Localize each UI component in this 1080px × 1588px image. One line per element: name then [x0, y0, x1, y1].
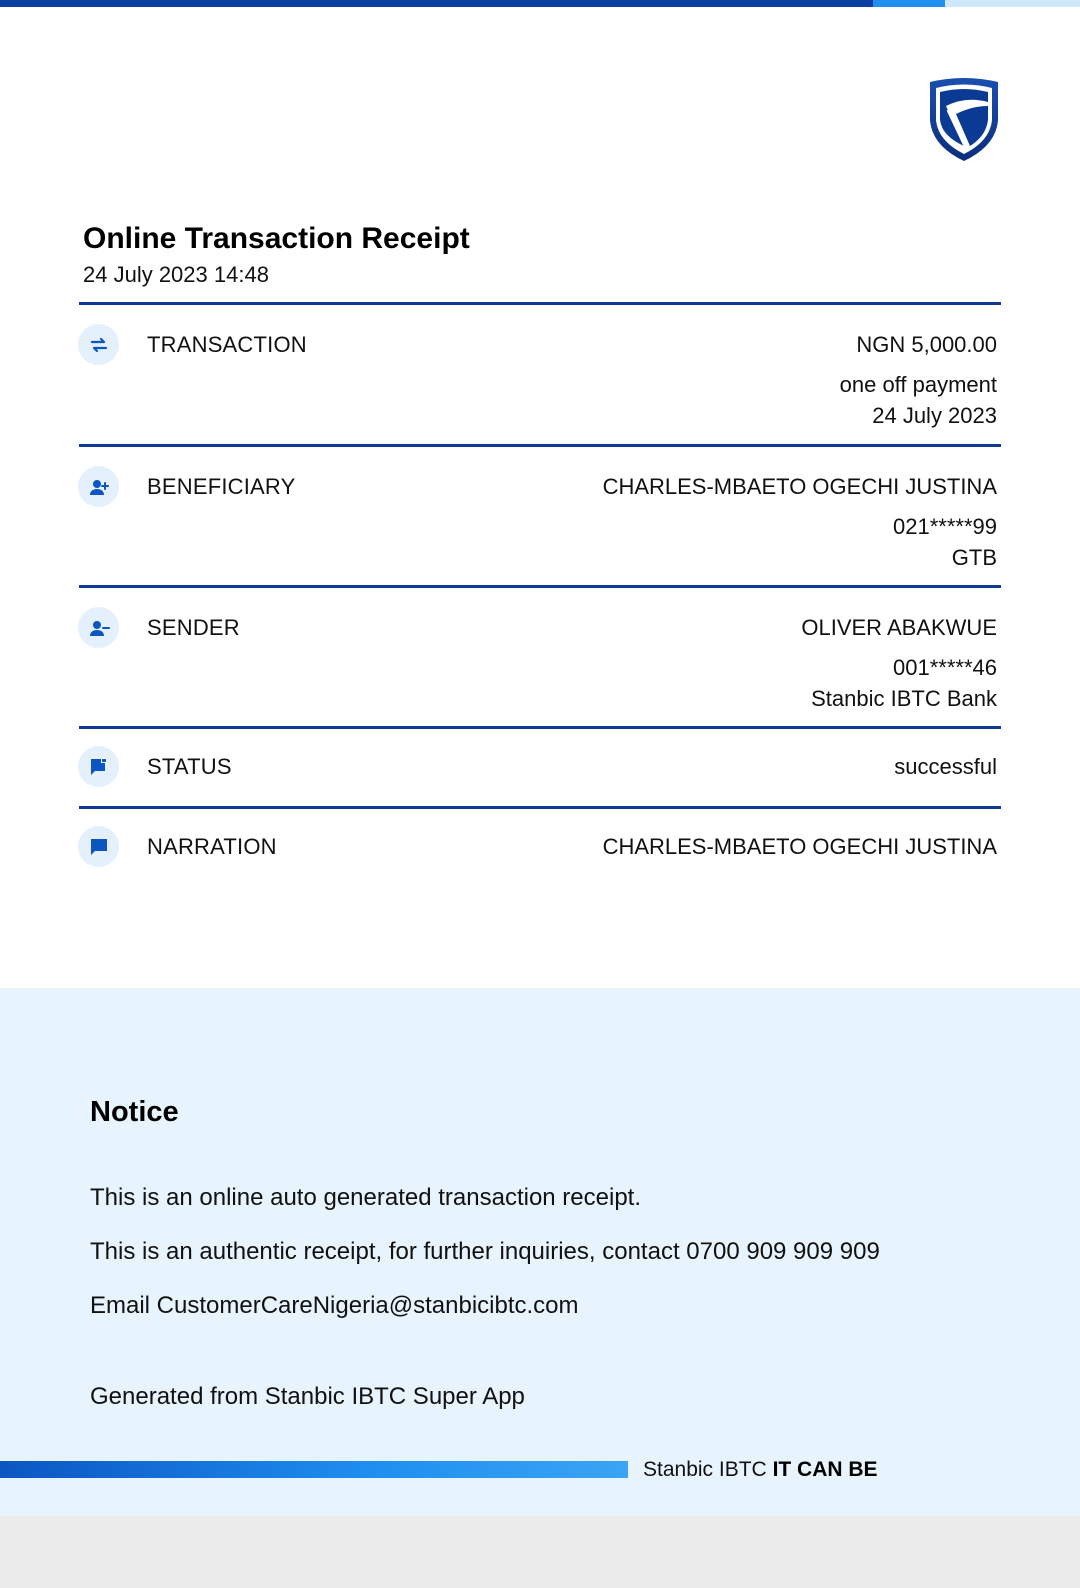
sender-label: SENDER — [147, 615, 240, 640]
brand-tagline — [643, 1458, 878, 1482]
divider — [79, 585, 1001, 588]
brand-name: Stanbic IBTC — [643, 1458, 767, 1481]
divider — [79, 444, 1001, 447]
person-minus-icon — [78, 607, 119, 648]
transaction-type: one off payment — [839, 372, 997, 397]
sender-name: OLIVER ABAKWUE — [801, 615, 997, 640]
transfer-arrows-icon — [78, 324, 119, 365]
transaction-amount: NGN 5,000.00 — [856, 332, 997, 357]
stanbic-shield-logo-icon — [926, 76, 1002, 162]
beneficiary-label: BENEFICIARY — [147, 474, 296, 499]
bottom-accent-bar — [0, 1461, 628, 1478]
beneficiary-account: 021*****99 — [893, 514, 997, 539]
chat-bubble-icon — [78, 826, 119, 867]
beneficiary-name: CHARLES-MBAETO OGECHI JUSTINA — [602, 474, 997, 499]
narration-value: CHARLES-MBAETO OGECHI JUSTINA — [602, 834, 997, 859]
page-title: Online Transaction Receipt — [83, 222, 470, 255]
divider — [79, 726, 1001, 729]
person-add-icon — [78, 466, 119, 507]
divider — [79, 302, 1001, 305]
notice-title: Notice — [90, 1096, 179, 1128]
flag-chat-icon — [78, 746, 119, 787]
notice-generated-from: Generated from Stanbic IBTC Super App — [90, 1383, 525, 1410]
status-label: STATUS — [147, 754, 232, 779]
top-accent-bar — [0, 0, 1080, 7]
status-value: successful — [894, 754, 997, 779]
divider — [79, 806, 1001, 809]
receipt-datetime: 24 July 2023 14:48 — [83, 262, 269, 287]
notice-line-2: This is an authentic receipt, for further inquiries, contact 0700 909 909 909 — [90, 1238, 880, 1265]
narration-label: NARRATION — [147, 834, 277, 859]
notice-section — [0, 988, 1080, 1516]
notice-email: Email CustomerCareNigeria@stanbicibtc.com — [90, 1292, 579, 1319]
brand-slogan: IT CAN BE — [772, 1458, 878, 1481]
transaction-label: TRANSACTION — [147, 332, 307, 357]
sender-bank: Stanbic IBTC Bank — [811, 686, 997, 711]
notice-line-1: This is an online auto generated transaction receipt. — [90, 1184, 642, 1211]
beneficiary-bank: GTB — [951, 545, 997, 570]
transaction-date: 24 July 2023 — [872, 403, 997, 428]
sender-account: 001*****46 — [893, 655, 997, 680]
